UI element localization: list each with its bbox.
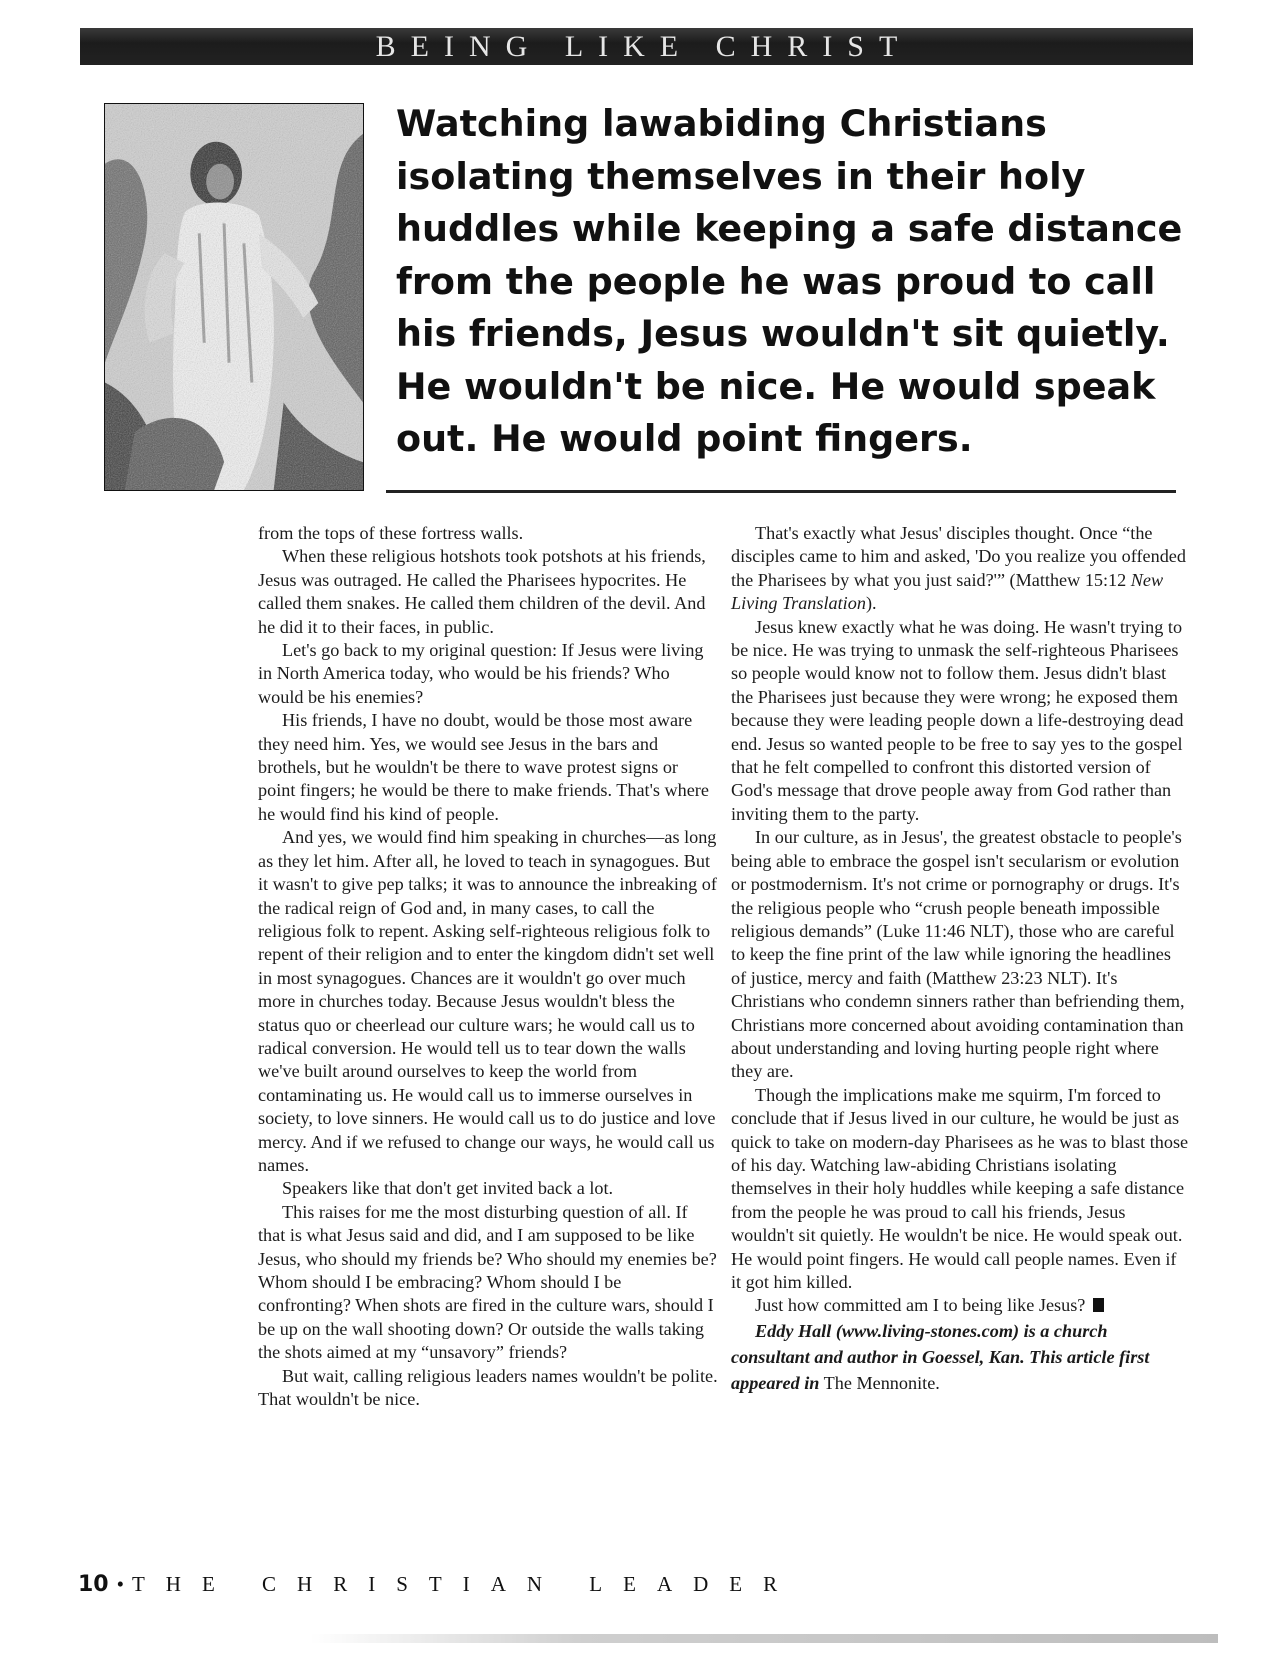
closing-paragraph bbox=[731, 1294, 1189, 1317]
article-photo bbox=[104, 103, 364, 491]
source-publication: The Mennonite. bbox=[819, 1372, 940, 1393]
right-column bbox=[731, 522, 1189, 1396]
author-bio-text: Eddy Hall (www.living-stones.com) is a church consultant and author in Goessel, Kan. This article first appeared in bbox=[731, 1320, 1150, 1393]
paragraph: Let's go back to my original question: If Jesus were living in North America today, who would be his friends? Who would be his enemies? bbox=[258, 640, 704, 707]
page-footer bbox=[78, 1572, 798, 1602]
paragraph: Jesus knew exactly what he was doing. He wasn't trying to be nice. He was trying to unmask the self-righteous Pharisees so people would know not to follow them. Jesus didn't blast the Pharisees just because they were wrong; he exposed them because they were leading people down a life-destroying dead end. Jesus so wanted people to be free to say yes to the gospel that he felt compelled to confront this distorted version of God's message that drove people away from God rather than inviting them to the party. bbox=[731, 616, 1184, 824]
paragraph: This raises for me the most disturbing question of all. If that is what Jesus said and did, and I am supposed to be like Jesus, who should my friends be? Who should my enemies be? Whom should I be embracing? Whom should I be confronting? When shots are fired in the culture wars, should I be up on the wall shooting down? Or outside the walls taking the shots aimed at my “unsavory” friends? bbox=[258, 1201, 717, 1363]
author-bio bbox=[731, 1318, 1189, 1396]
end-of-article-square-icon bbox=[1093, 1298, 1104, 1312]
left-column bbox=[258, 522, 718, 1411]
paragraph: Speakers like that don't get invited back a lot. bbox=[282, 1178, 614, 1199]
paragraph-text: That's exactly what Jesus' disciples thought. Once “the disciples came to him and asked, 'Do you realize you offended the Pharisees by what you just said?'” (Matthew 15:12 bbox=[731, 523, 1186, 590]
section-banner: BEING LIKE CHRIST bbox=[80, 28, 1193, 65]
paragraph-text: ). bbox=[865, 593, 877, 614]
paragraph bbox=[731, 522, 1189, 616]
paragraph: But wait, calling religious leaders names wouldn't be polite. That wouldn't be nice. bbox=[258, 1365, 718, 1410]
horizontal-rule bbox=[386, 490, 1176, 493]
closing-text: Just how committed am I to being like Jesus? bbox=[755, 1295, 1086, 1316]
jesus-illustration-image bbox=[105, 104, 363, 490]
paragraph: Though the implications make me squirm, I'm forced to conclude that if Jesus lived in our culture, he would be just as quick to take on modern-day Pharisees as he was to blast those of his day. Watching law-abiding Christians isolating themselves in their holy huddles while keeping a safe distance from the people he was proud to call his friends, Jesus wouldn't sit quietly. He wouldn't be nice. He would speak out. He would point fingers. He would call people names. Even if it got him killed. bbox=[731, 1084, 1189, 1292]
bible-translation-title: New Living Translation bbox=[731, 569, 1164, 614]
paragraph: In our culture, as in Jesus', the greatest obstacle to people's being able to embrace the gospel isn't secularism or evolution or postmodernism. It's not crime or pornography or drugs. It's the religious people who “crush people beneath impossible religious demands” (Luke 11:46 NLT), those who are careful to keep the fine print of the law while ignoring the headlines of justice, mercy and faith (Matthew 23:23 NLT). It's Christians who condemn sinners rather than befriending them, Christians more concerned about avoiding contamination than about understanding and loving hurting people right where they are. bbox=[731, 827, 1185, 1082]
page-number: 10 bbox=[78, 1572, 109, 1597]
paragraph: from the tops of these fortress walls. bbox=[258, 523, 524, 543]
publication-name: THE CHRISTIAN LEADER bbox=[131, 1572, 799, 1596]
footer-bullet: • bbox=[116, 1572, 124, 1596]
pull-quote: Watching lawabiding Christians isolating themselves in their holy huddles while keeping a safe distance from the people he was proud to call his friends, Jesus wouldn't sit quietly. He wouldn't be nice. He would speak out. He would point fingers. bbox=[396, 102, 1183, 460]
paragraph: His friends, I have no doubt, would be those most aware they need him. Yes, we would see Jesus in the bars and brothels, but he wouldn't be there to wave protest signs or point fingers; he would be there to make friends. That's where he would find his kind of people. bbox=[258, 710, 709, 824]
paragraph: When these religious hotshots took potshots at his friends, Jesus was outraged. He called the Pharisees hypocrites. He called them snakes. He called them children of the devil. And he did it to their faces, in public. bbox=[258, 546, 706, 637]
bottom-decorative-bar bbox=[310, 1634, 1218, 1643]
paragraph: And yes, we would find him speaking in churches—as long as they let him. After all, he loved to teach in synagogues. But it wasn't to give pep talks; it was to announce the inbreaking of the radical reign of God and, in many cases, to call the religious folk to repent. Asking self-righteous religious folk to repent of their religion and to enter the kingdom didn't set well in most synagogues. Chances are it wouldn't go over much more in churches today. Because Jesus wouldn't bless the status quo or cheerlead our culture wars; he would call us to radical conversion. He would tell us to tear down the walls we've built around ourselves to keep the world from contaminating us. He would call us to immerse ourselves in society, to love sinners. He would call us to do justice and love mercy. And if we refused to change our ways, he would call us names. bbox=[258, 827, 717, 1175]
